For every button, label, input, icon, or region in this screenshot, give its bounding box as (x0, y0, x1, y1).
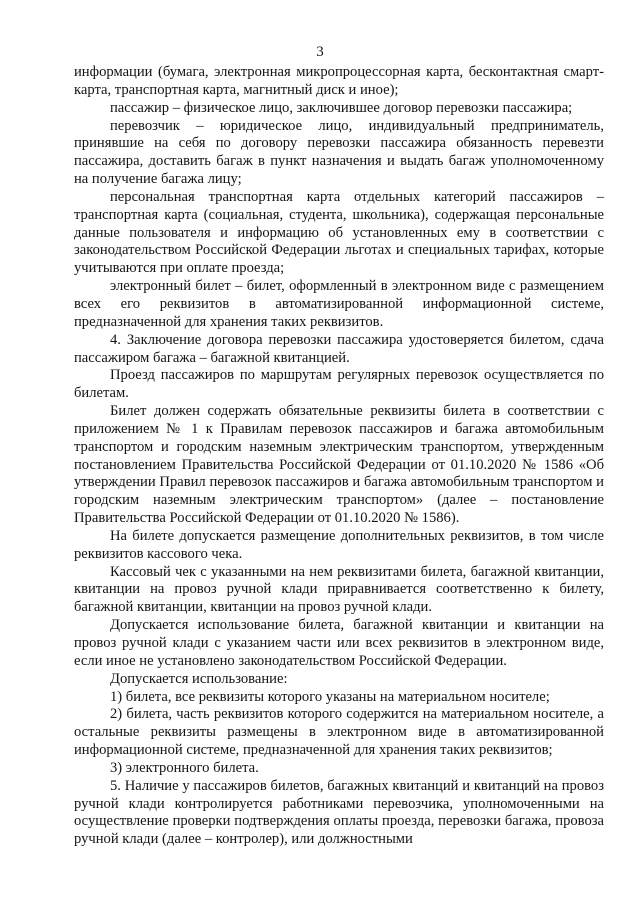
list-item-1: 1) билета, все реквизиты которого указаны на материальном носителе; (110, 688, 550, 705)
paragraph-additional-requisites: На билете допускается размещение дополнительных реквизитов, в том числе реквизитов кассового чека. (74, 527, 604, 562)
paragraph-passenger-definition: пассажир – физическое лицо, заключившее договор перевозки пассажира; (110, 99, 573, 116)
paragraph-allowed-use: Допускается использование: (110, 670, 288, 687)
paragraph-e-ticket-definition: электронный билет – билет, оформленный в электронном виде с размещением всех его реквизитов в автоматизированной информационной системе, предназначенной для хранения таких реквизитов. (74, 278, 604, 330)
paragraph-personal-card-definition: персональная транспортная карта отдельных категорий пассажиров – транспортная карта (социальная, студента, школьника), содержащая персональные данные пользователя и информацию об установленных ему в соответствии с законодательством Российской Федерации льготах и специальных тарифах, которые учитываются при оплате проезда; (74, 188, 604, 277)
paragraph-carrier-definition: перевозчик – юридическое лицо, индивидуальный предприниматель, принявшие на себя по договору перевозки пассажира обязанность перевезти пассажира, доставить багаж в пункт назначения и выдать багаж уполномоченному на получение багажа лицу; (74, 117, 604, 188)
paragraph-ticket-requisites: Билет должен содержать обязательные реквизиты билета в соответствии с приложением № 1 к Правилам перевозок пассажиров и багажа автомобильным транспортом и городским наземным электрическим транспортом, утвержденным постановлением Правительства Российской Федерации от 01.10.2020 № 1586 «Об утверждении Правил перевозок пассажиров и багажа автомобильным транспортом и городским наземным электрическим транспортом» (далее – постановление Правительства Российской Федерации от 01.10.2020 № 1586). (74, 403, 604, 527)
paragraph-electronic-form: Допускается использование билета, багажной квитанции и квитанции на провоз ручной клади с указанием части или всех реквизитов в электронном виде, если иное не установлено законодательством Российской Федерации. (74, 617, 604, 669)
page-number: 3 (316, 44, 324, 60)
paragraph-cash-receipt: Кассовый чек с указанными на нем реквизитами билета, багажной квитанции, квитанции на провоз ручной клади приравнивается соответственно к билету, багажной квитанции, квитанции на провоз ручной клади. (74, 563, 604, 616)
paragraph-section-5: 5. Наличие у пассажиров билетов, багажных квитанций и квитанций на провоз ручной клади контролируется работниками перевозчика, уполномоченными на осуществление проверки подтверждения оплаты проезда, перевозки багажа, провоза ручной клади (далее – контролер), или должностными (74, 777, 604, 848)
document-body (74, 64, 604, 849)
paragraph-travel-by-tickets: Проезд пассажиров по маршрутам регулярных перевозок осуществляется по билетам. (74, 367, 604, 402)
list-item-3: 3) электронного билета. (110, 759, 259, 776)
paragraph-section-4: 4. Заключение договора перевозки пассажира удостоверяется билетом, сдача пассажиром багажа – багажной квитанцией. (74, 331, 604, 366)
paragraph-info-carriers: информации (бумага, электронная микропроцессорная карта, бесконтактная смарт-карта, транспортная карта, магнитный диск и иное); (74, 64, 604, 98)
list-item-2: 2) билета, часть реквизитов которого содержится на материальном носителе, а остальные реквизиты размещены в электронном виде в автоматизированной информационной системе, предназначенной для хранения таких реквизитов; (74, 706, 604, 759)
